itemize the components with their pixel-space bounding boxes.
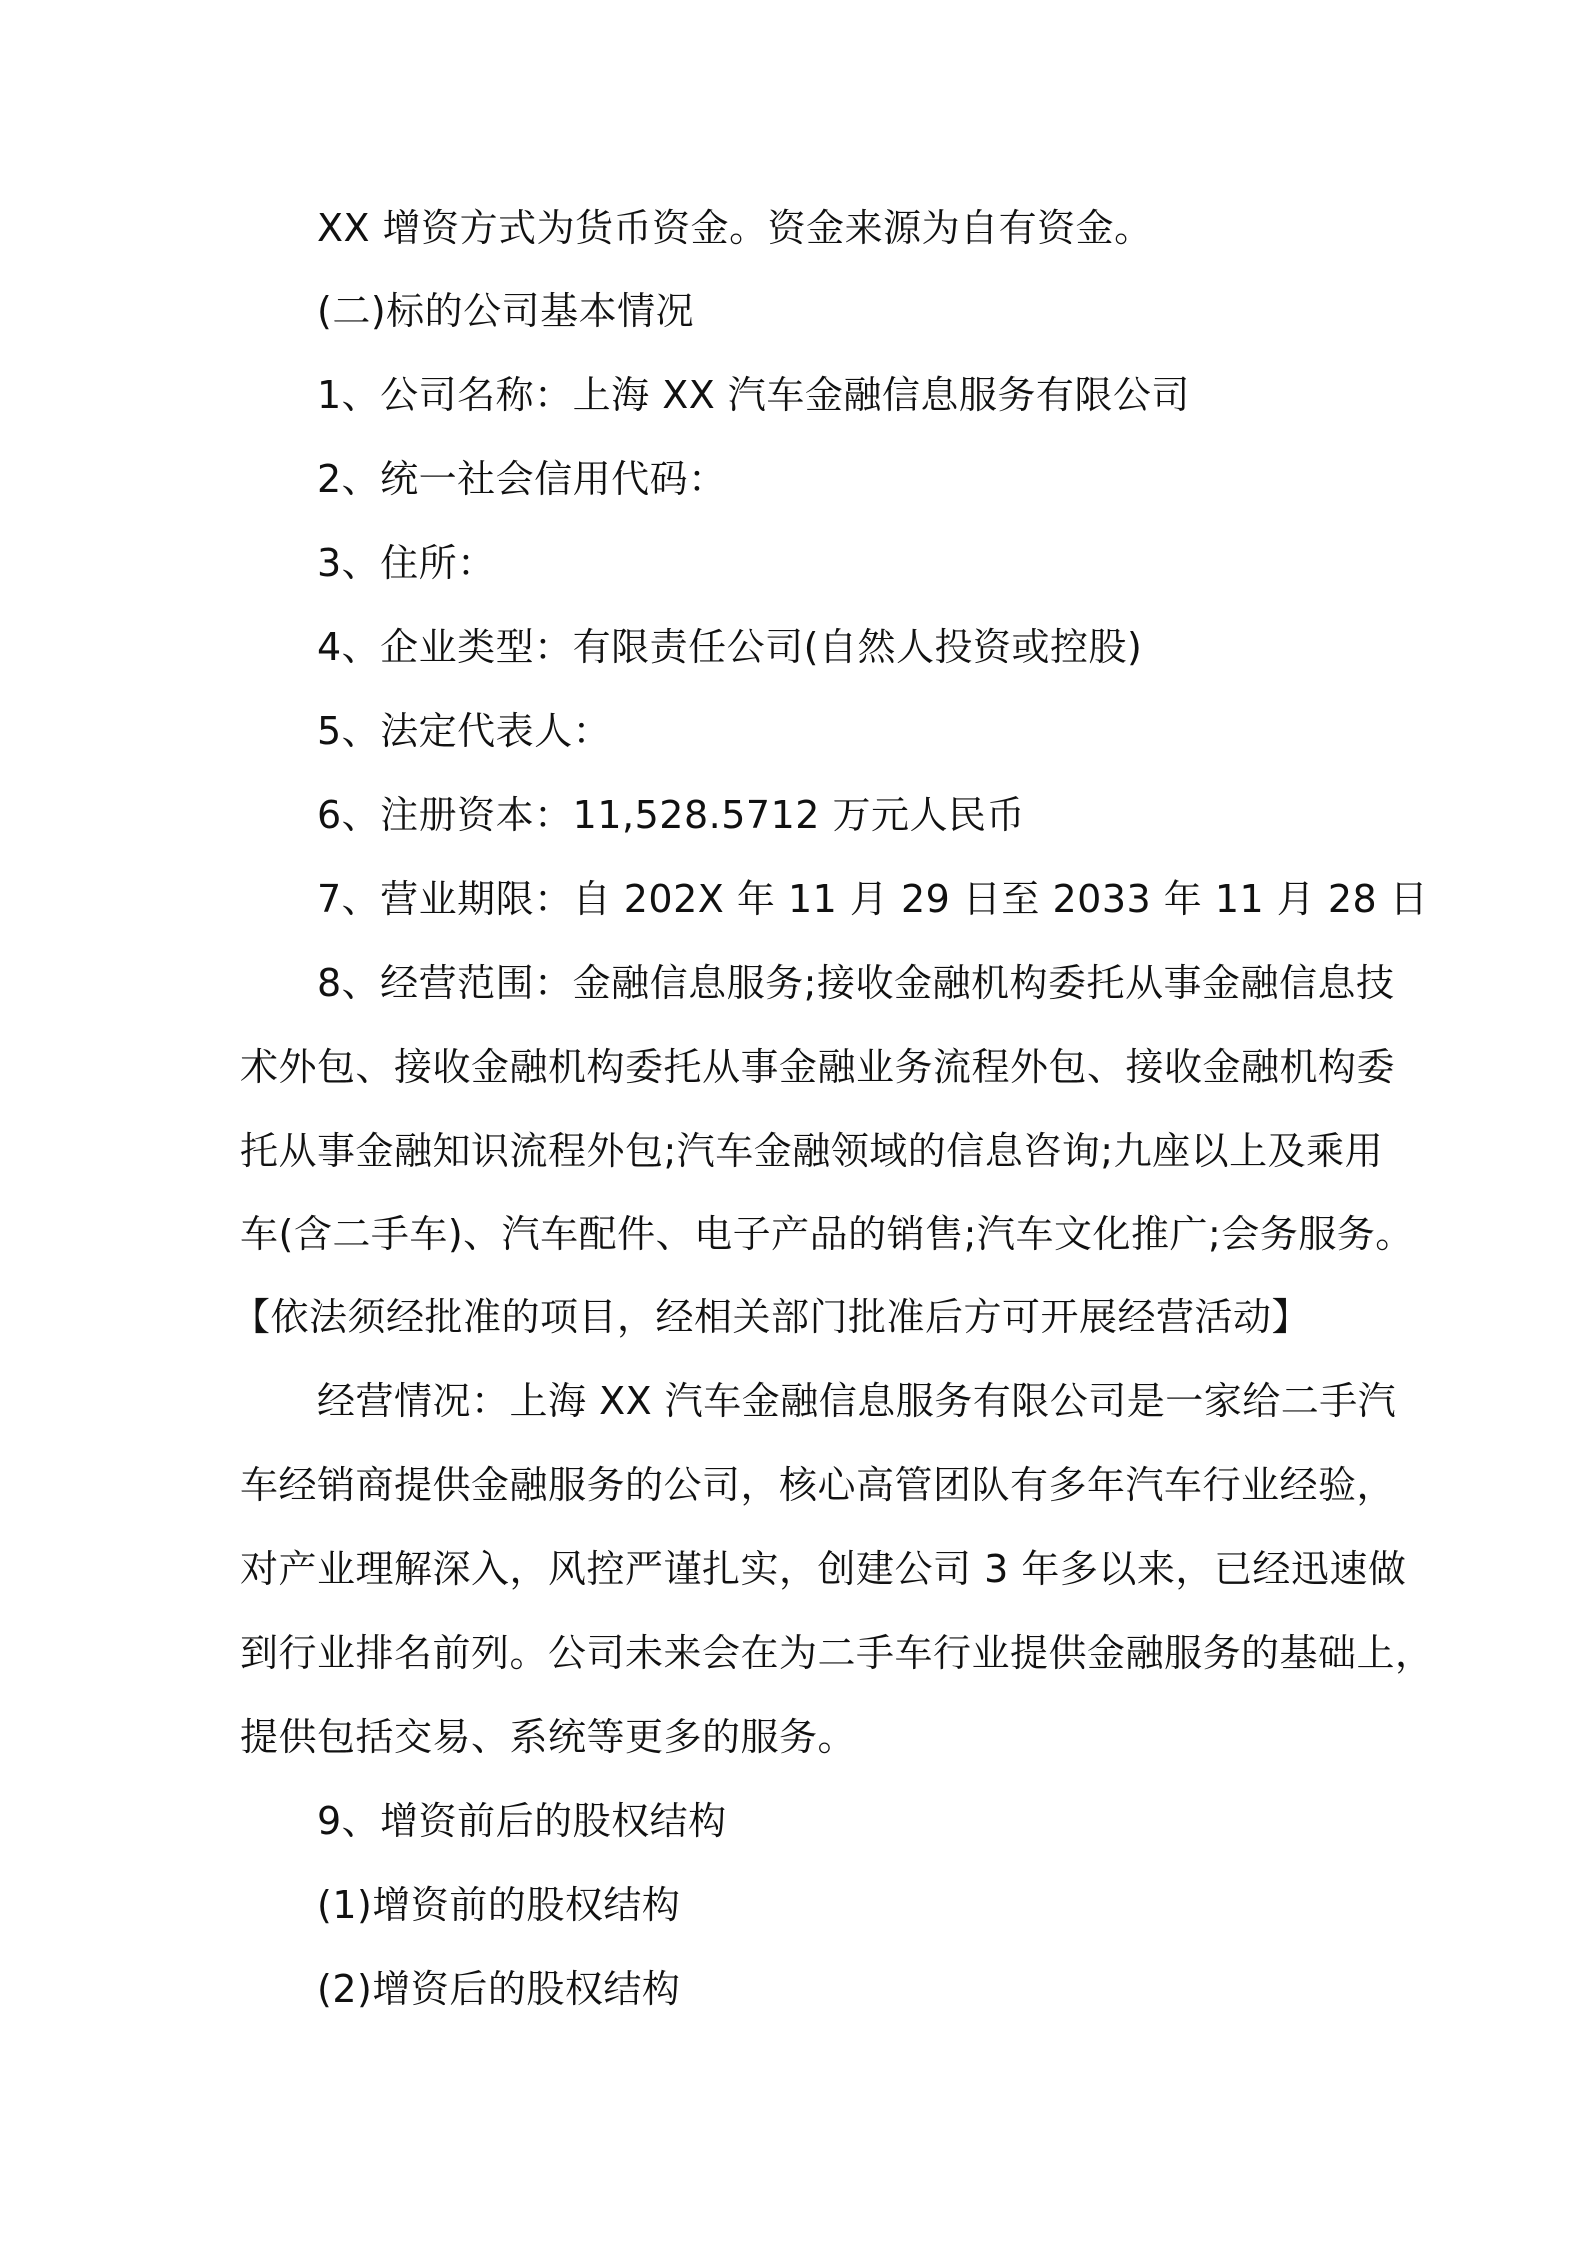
item-equity-before: (1)增资前的股权结构 <box>317 1883 681 1927</box>
item-registered-capital: 6、注册资本：11,528.5712 万元人民币 <box>317 793 1026 837</box>
paragraph-operations-line-2: 车经销商提供金融服务的公司，核心高管团队有多年汽车行业经验， <box>240 1463 1396 1507</box>
item-business-scope-line-1: 8、经营范围：金融信息服务;接收金融机构委托从事金融信息技 <box>317 961 1395 1005</box>
item-business-scope-note: 【依法须经批准的项目，经相关部门批准后方可开展经营活动】 <box>232 1295 1311 1339</box>
item-address: 3、住所： <box>317 541 496 585</box>
item-enterprise-type: 4、企业类型：有限责任公司(自然人投资或控股) <box>317 625 1143 669</box>
paragraph-operations-line-1: 经营情况：上海 XX 汽车金融信息服务有限公司是一家给二手汽 <box>317 1379 1397 1423</box>
item-business-scope-line-3: 托从事金融知识流程外包;汽车金融领域的信息咨询;九座以上及乘用 <box>240 1129 1384 1173</box>
item-equity-after: (2)增资后的股权结构 <box>317 1967 681 2011</box>
item-business-scope-line-2: 术外包、接收金融机构委托从事金融业务流程外包、接收金融机构委 <box>240 1045 1396 1089</box>
paragraph-operations-line-3: 对产业理解深入，风控严谨扎实，创建公司 3 年多以来，已经迅速做 <box>240 1547 1407 1591</box>
item-business-scope-line-4: 车(含二手车)、汽车配件、电子产品的销售;汽车文化推广;会务服务。 <box>240 1212 1414 1256</box>
section-heading-target-company: (二)标的公司基本情况 <box>317 289 695 333</box>
item-legal-representative: 5、法定代表人： <box>317 709 612 753</box>
paragraph-capital-method: XX 增资方式为货币资金。资金来源为自有资金。 <box>317 206 1153 250</box>
item-credit-code: 2、统一社会信用代码： <box>317 457 727 501</box>
item-company-name: 1、公司名称：上海 XX 汽车金融信息服务有限公司 <box>317 373 1190 417</box>
item-business-term: 7、营业期限：自 202X 年 11 月 29 日至 2033 年 11 月 28 日 <box>317 877 1429 921</box>
paragraph-operations-line-5: 提供包括交易、系统等更多的服务。 <box>240 1715 857 1759</box>
paragraph-operations-line-4: 到行业排名前列。公司未来会在为二手车行业提供金融服务的基础上， <box>240 1631 1434 1675</box>
item-equity-structure: 9、增资前后的股权结构 <box>317 1799 727 1843</box>
